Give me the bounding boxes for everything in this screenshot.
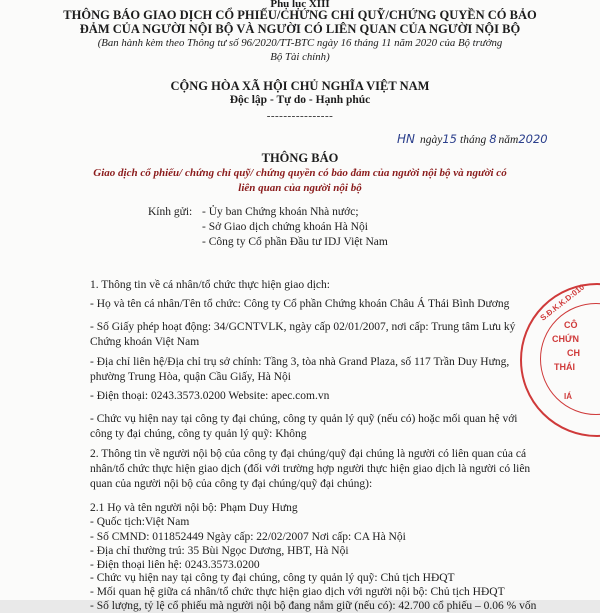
seal-text: CÔ (564, 320, 578, 330)
address-line-2: phường Trung Hòa, quận Cầu Giấy, Hà Nội (90, 371, 291, 383)
insider-position: - Chức vụ hiện nay tại công ty đại chúng, công ty quản lý quỹ: Chủ tịch HĐQT (90, 572, 455, 584)
date-place-handwritten: HN (397, 132, 415, 146)
seal-text: CH (567, 348, 580, 358)
issued-note-line-2: Bộ Tài chính) (270, 51, 330, 63)
insider-address: - Địa chỉ thường trú: 35 Bùi Ngọc Dương, HBT, Hà Nội (90, 545, 349, 557)
license-line-1: - Số Giấy phép hoạt động: 34/GCNTVLK, ngày cấp 02/01/2007, nơi cấp: Trung tâm Lưu ký (90, 321, 516, 333)
seal-text: CHỨN (552, 334, 579, 344)
header-divider: ---------------- (266, 110, 334, 122)
document-title-line-1: THÔNG BÁO GIAO DỊCH CỔ PHIẾU/CHỨNG CHỈ QUỸ/CHỨNG QUYỀN CÓ BẢO (63, 8, 537, 22)
address-line-1: - Địa chỉ liên hệ/Địa chỉ trụ sở chính: Tầng 3, tòa nhà Grand Plaza, số 117 Trần Duy Hưng, (90, 356, 510, 368)
seal-text: THÁI (554, 362, 575, 372)
insider-name: 2.1 Họ và tên người nội bộ: Phạm Duy Hưng (90, 502, 298, 514)
notice-subtitle-line-1: Giao dịch cổ phiếu/ chứng chỉ quỹ/ chứng quyền có bảo đảm của người nội bộ và người có (93, 167, 507, 179)
insider-phone: - Điện thoại liên hệ: 0243.3573.0200 (90, 559, 260, 571)
date-thang-label: tháng (460, 134, 487, 146)
insider-id: - Số CMND: 011852449 Ngày cấp: 22/02/2007 Nơi cấp: CA Hà Nội (90, 531, 406, 543)
position-line-2: công ty đại chúng, công ty quản lý quỹ: Không (90, 428, 307, 440)
recipients-label: Kính gửi: (148, 206, 193, 218)
date-nam-label: năm (498, 134, 519, 146)
section-2-heading-line-2: nhân/tổ chức thực hiện giao dịch (đối với trường hợp người thực hiện giao dịch là người có liên (90, 463, 531, 475)
section-1-heading: 1. Thông tin về cá nhân/tổ chức thực hiện giao dịch: (90, 279, 330, 291)
recipient-item: - Ủy ban Chứng khoán Nhà nước; (202, 206, 359, 218)
recipient-item: - Công ty Cổ phần Đầu tư IDJ Việt Nam (202, 236, 388, 248)
section-2-heading-line-1: 2. Thông tin về người nội bộ của công ty đại chúng/quỹ đại chúng là người có liên quan của cá (90, 448, 527, 460)
position-line-1: - Chức vụ hiện nay tại công ty đại chúng, công ty quản lý quỹ (nếu có) hoặc mối quan hệ với (90, 413, 518, 425)
company-seal (520, 283, 600, 437)
license-line-2: Chứng khoán Việt Nam (90, 336, 200, 348)
date-day-handwritten: 15 (442, 132, 457, 146)
notice-title: THÔNG BÁO (261, 151, 339, 165)
phone-website: - Điện thoại: 0243.3573.0200 Website: apec.com.vn (90, 390, 330, 402)
issued-note-line-1: (Ban hành kèm theo Thông tư số 96/2020/TT-BTC ngày 16 tháng 11 năm 2020 của Bộ trưởng (97, 37, 503, 49)
insider-nationality: - Quốc tịch:Việt Nam (90, 516, 190, 528)
recipient-item: - Sở Giao dịch chứng khoán Hà Nội (202, 221, 368, 233)
notice-subtitle-line-2: liên quan của người nội bộ (238, 182, 362, 194)
appendix-label: Phụ lục XIII (270, 0, 330, 10)
insider-relation: - Mối quan hệ giữa cá nhân/tổ chức thực hiện giao dịch với người nội bộ: Chủ tịch HĐQT (90, 586, 505, 598)
insider-shares-line-1: - Số lượng, tỷ lệ cổ phiếu mà người nội bộ đang nắm giữ (nếu có): 42.700 cổ phiếu – 0.06 % vốn (90, 600, 537, 612)
date-month-handwritten: 8 (489, 132, 497, 146)
seal-text: IÁ (564, 392, 572, 401)
date-line (397, 133, 548, 147)
document-title-line-2: ĐẢM CỦA NGƯỜI NỘI BỘ VÀ NGƯỜI CÓ LIÊN QUAN CỦA NGƯỜI NỘI BỘ (79, 22, 521, 36)
date-ngay-label: ngày (420, 134, 443, 146)
national-motto: Độc lập - Tự do - Hạnh phúc (229, 94, 371, 106)
date-year-handwritten: 2020 (518, 132, 548, 146)
section-2-heading-line-3: quan của người nội bộ của công ty đại chúng/quỹ đại chúng): (90, 478, 373, 490)
nation-heading: CỘNG HÒA XÃ HỘI CHỦ NGHĨA VIỆT NAM (170, 79, 430, 93)
org-name: - Họ và tên cá nhân/Tên tổ chức: Công ty Cổ phần Chứng khoán Châu Á Thái Bình Dương (90, 298, 510, 310)
seal-registration-text: S.Đ.K.K.D:010 (538, 282, 587, 323)
